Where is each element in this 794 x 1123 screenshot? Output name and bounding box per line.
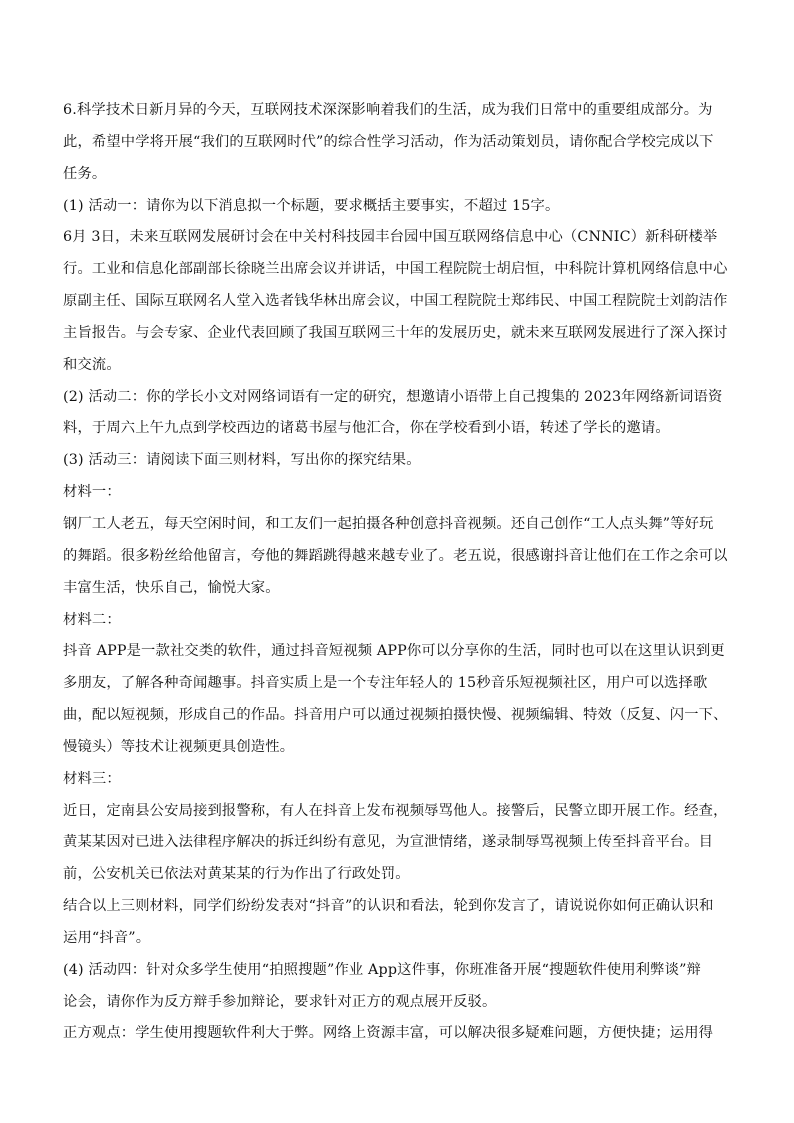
text-line: 6月 3日，未来互联网发展研讨会在中关村科技园丰台园中国互联网络信息中心（CNNIC）新科研楼举 — [63, 229, 718, 246]
text-line: 主旨报告。与会专家、企业代表回顾了我国互联网三十年的发展历史，就未来互联网发展进行了深入探讨 — [63, 324, 728, 341]
text-line: 运用“抖音”。 — [63, 929, 151, 946]
text-line: 的舞蹈。很多粉丝给他留言，夸他的舞蹈跳得越来越专业了。老五说，很感谢抖音让他们在工作之余可以 — [63, 547, 728, 564]
text-line: 钢厂工人老五，每天空闲时间，和工友们一起拍摄各种创意抖音视频。还自己创作“工人点头舞”等好玩 — [63, 515, 714, 532]
text-line: 抖音 APP是一款社交类的软件，通过抖音短视频 APP你可以分享你的生活，同时也可以在这里认识到更 — [63, 643, 725, 660]
text-line: 6.科学技术日新月异的今天，互联网技术深深影响着我们的生活，成为我们日常中的重要组成部分。为 — [63, 102, 713, 118]
text-line: 正方观点：学生使用搜题软件利大于弊。网络上资源丰富，可以解决很多疑难问题，方便快捷；运用得 — [63, 1025, 714, 1042]
text-line: 论会，请你作为反方辩手参加辩论，要求针对正方的观点展开反驳。 — [63, 993, 497, 1010]
text-line: 前，公安机关已依法对黄某某的行为作出了行政处罚。 — [63, 866, 410, 883]
text-line: 丰富生活，快乐自己，愉悦大家。 — [63, 579, 280, 596]
text-line: (4) 活动四：针对众多学生使用“拍照搜题”作业 App这件事，你班准备开展“搜题软件使用利弊谈”辩 — [63, 961, 701, 978]
text-line: 此，希望中学将开展“我们的互联网时代”的综合性学习活动，作为活动策划员，请你配合学校完成以下 — [63, 133, 714, 150]
text-line: 慢镜头）等技术让视频更具创造性。 — [63, 738, 295, 755]
text-line: 料，于周六上午九点到学校西边的诸葛书屋与他汇合，你在学校看到小语，转述了学长的邀请。 — [63, 420, 670, 437]
text-line: 材料一： — [63, 484, 121, 501]
text-line: 近日，定南县公安局接到报警称，有人在抖音上发布视频辱骂他人。接警后，民警立即开展工作。经查， — [63, 802, 728, 819]
text-line: 结合以上三则材料，同学们纷纷发表对“抖音”的认识和看法，轮到你发言了，请说说你如何正确认识和 — [63, 898, 714, 915]
text-line: 曲，配以短视频，形成自己的作品。抖音用户可以通过视频拍摄快慢、视频编辑、特效（反复、闪一下、 — [63, 707, 728, 724]
text-line: 材料三： — [63, 770, 121, 787]
text-line: 多朋友，了解各种奇闻趣事。抖音实质上是一个专注年轻人的 15秒音乐短视频社区，用户可以选择歌 — [63, 675, 708, 692]
question-text-block — [63, 99, 728, 1054]
text-line: 原副主任、国际互联网名人堂入选者钱华林出席会议，中国工程院院士郑纬民、中国工程院院士刘韵洁作 — [63, 293, 728, 310]
text-line: (2) 活动二：你的学长小文对网络词语有一定的研究，想邀请小语带上自己搜集的 2023年网络新词语资 — [63, 388, 723, 405]
text-line: 任务。 — [63, 165, 107, 182]
text-line: 行。工业和信息化部副部长徐晓兰出席会议并讲话，中国工程院院士胡启恒，中科院计算机网络信息中心 — [63, 261, 728, 278]
text-line: 和交流。 — [63, 356, 121, 373]
text-line: (3) 活动三：请阅读下面三则材料，写出你的探究结果。 — [63, 452, 421, 469]
text-line: 材料二： — [63, 611, 121, 628]
text-line: 黄某某因对已进入法律程序解决的拆迁纠纷有意见，为宣泄情绪，遂录制辱骂视频上传至抖音平台。目 — [63, 834, 714, 851]
text-line: (1) 活动一：请你为以下消息拟一个标题，要求概括主要事实，不超过 15字。 — [63, 197, 560, 214]
